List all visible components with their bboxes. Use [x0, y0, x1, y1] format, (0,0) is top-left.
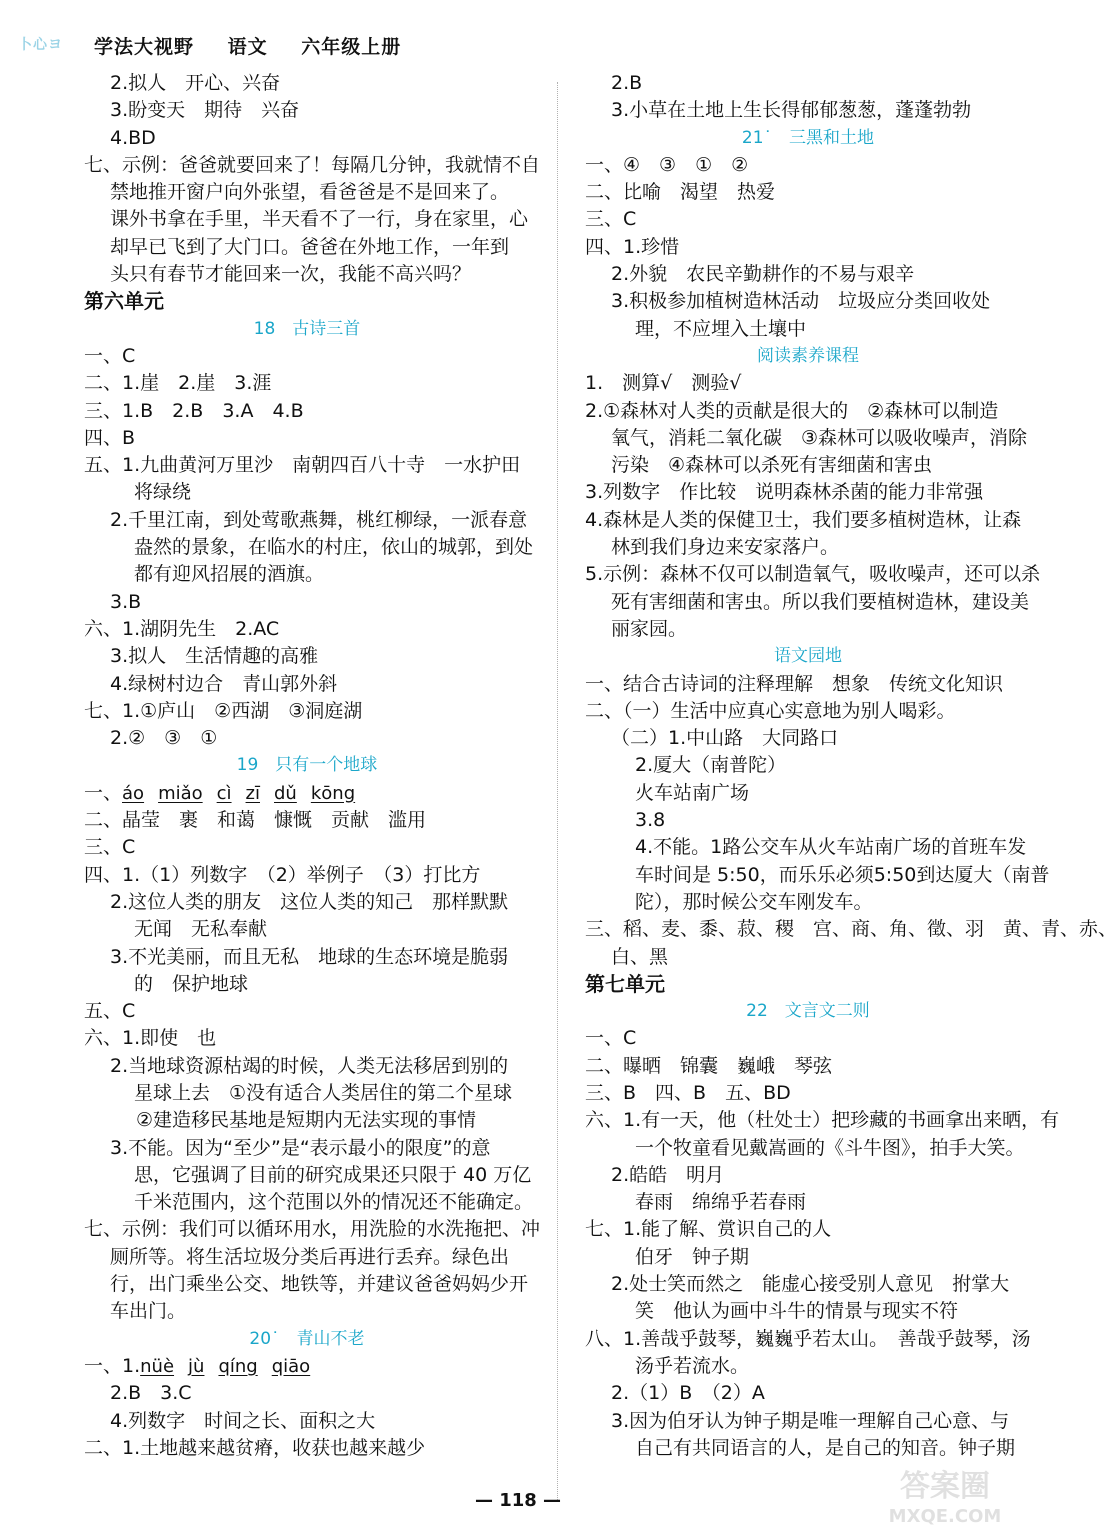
- answer-line: 三、C: [585, 208, 637, 231]
- answer-line: 2.外貌 农民辛勤耕作的不易与艰辛: [611, 263, 915, 286]
- lesson-heading: 22 文言文二则: [746, 1001, 870, 1022]
- answer-line: 二、（一）生活中应真心实意地为别人喝彩。: [585, 699, 956, 722]
- answer-column-left: [84, 70, 541, 1462]
- column-divider: [557, 82, 559, 1502]
- watermark-text: 答案圈: [900, 1469, 990, 1504]
- answer-line: 一、④ ③ ① ②: [585, 153, 749, 176]
- answer-line: 行，出门乘坐公交、地铁等，并建议爸爸妈妈少开: [110, 1273, 529, 1296]
- answer-line: 2.B: [611, 72, 643, 94]
- answer-line: 2.当地球资源枯竭的时候，人类无法移居到别的: [110, 1054, 509, 1077]
- answer-line: 七、1.能了解、赏识自己的人: [585, 1218, 832, 1241]
- answer-line: 3.B: [110, 590, 142, 613]
- answer-line: 自己有共同语言的人，是自己的知音。钟子期: [635, 1436, 1016, 1459]
- answer-line: 七、示例：爸爸就要回来了！每隔几分钟，我就情不自: [84, 153, 541, 176]
- answer-line: 二、比喻 渴望 热爱: [585, 181, 776, 204]
- answer-line: 2.拟人 开心、兴奋: [110, 72, 281, 94]
- answer-line: 四、1.珍惜: [585, 235, 680, 258]
- answer-line: 都有迎风招展的酒旗。: [134, 563, 325, 586]
- lesson-heading: 18 古诗三首: [253, 318, 361, 339]
- answer-line: 2.处士笑而然之 能虚心接受别人意见 拊掌大: [611, 1273, 1010, 1296]
- answer-line: 七、示例：我们可以循环用水，用洗脸的水洗拖把、冲: [84, 1218, 541, 1241]
- answer-line: 二、晶莹 裹 和蔼 慷慨 贡献 滥用: [84, 809, 427, 832]
- answer-prefix: 一、: [84, 781, 123, 804]
- lesson-heading: 阅读素养课程: [757, 345, 859, 366]
- answer-line: 3.不光美丽，而且无私 地球的生态环境是脆弱: [110, 945, 509, 968]
- pinyin-answer: cì: [216, 782, 232, 804]
- answer-line: 七、1.①庐山 ②西湖 ③洞庭湖: [84, 699, 363, 722]
- grade-name: 六年级上册: [301, 35, 402, 58]
- page-number: — 118 —: [474, 1490, 562, 1511]
- answer-line: 汤乎若流水。: [635, 1354, 750, 1377]
- pinyin-answer: qíng: [218, 1355, 258, 1377]
- answer-line: 3.小草在土地上生长得郁郁葱葱，蓬蓬勃勃: [611, 99, 972, 122]
- book-title: [94, 32, 427, 59]
- answer-line: 4.BD: [110, 126, 156, 149]
- answer-line: 2.B 3.C: [110, 1382, 192, 1405]
- answer-line: 3.列数字 作比较 说明森林杀菌的能力非常强: [585, 481, 984, 504]
- answer-line: 车出门。: [110, 1300, 187, 1323]
- answer-line: 3.积极参加植树造林活动 垃圾应分类回收处: [611, 290, 991, 313]
- answer-line: 一个牧童看见戴嵩画的《斗牛图》，拍手大笑。: [635, 1136, 1025, 1159]
- pinyin-answer: dǔ: [274, 782, 297, 804]
- answer-line: 笑 他认为画中斗牛的情景与现实不符: [635, 1300, 959, 1323]
- answer-line: 污染 ④森林可以杀死有害细菌和害虫: [611, 454, 933, 477]
- answer-line: 二、1.土地越来越贫瘠，收获也越来越少: [84, 1436, 426, 1459]
- answer-line: （二）1.中山路 大同路口: [611, 727, 839, 750]
- answer-line: 4.不能。1路公交车从火车站南广场的首班车发: [635, 836, 1027, 859]
- answer-line: 三、稻、麦、黍、菽、稷 宫、商、角、徵、羽 黄、青、赤、: [585, 918, 1117, 941]
- answer-line: 火车站南广场: [635, 781, 750, 804]
- answer-line: 三、1.B 2.B 3.A 4.B: [84, 399, 304, 422]
- answer-line: 1. 测算√ 测验√: [585, 372, 742, 395]
- answer-line: 春雨 绵绵乎若春雨: [635, 1191, 807, 1214]
- lesson-heading: 语文园地: [774, 646, 842, 667]
- answer-line: 四、B: [84, 426, 136, 449]
- answer-line: 厕所等。将生活垃圾分类后再进行丢弃。绿色出: [110, 1245, 510, 1268]
- answer-line: 三、B 四、B 五、BD: [585, 1081, 791, 1104]
- answer-line: 一、C: [84, 344, 136, 367]
- answer-line: 千米范围内，这个范围以外的情况还不能确定。: [134, 1191, 534, 1214]
- answer-line: 二、曝晒 锦囊 巍峨 琴弦: [585, 1054, 833, 1077]
- answer-line: 盎然的景象，在临水的村庄，依山的城郭，到处: [134, 536, 534, 559]
- answer-line: 2.皓皓 明月: [611, 1163, 725, 1186]
- watermark-url: MXQE.COM: [888, 1506, 1002, 1527]
- page-header: [18, 28, 427, 62]
- answer-line: 六、1.即使 也: [84, 1027, 217, 1050]
- answer-line: 4.森林是人类的保健卫士，我们要多植树造林，让森: [585, 508, 1022, 531]
- answer-line: 理，不应埋入土壤中: [635, 317, 807, 340]
- pinyin-answer: qiāo: [271, 1355, 311, 1377]
- answer-line: [84, 780, 530, 807]
- answer-line: 3.盼变天 期待 兴奋: [110, 99, 300, 122]
- answer-line: [84, 1353, 530, 1380]
- answer-line: 课外书拿在手里，半天看不了一行，身在家里，心: [110, 208, 529, 231]
- answer-line: 3.因为伯牙认为钟子期是唯一理解自己心意、与: [611, 1409, 1010, 1432]
- watermark-logo: [860, 1464, 1030, 1530]
- answer-line: 一、C: [585, 1027, 637, 1050]
- answer-line: 3.8: [635, 809, 666, 832]
- answer-line: 2.这位人类的朋友 这位人类的知己 那样默默: [110, 890, 509, 913]
- answer-line: 死有害细菌和害虫。所以我们要植树造林，建设美: [611, 590, 1030, 613]
- lesson-heading: 19 只有一个地球: [236, 755, 378, 776]
- answer-line: 3.不能。因为“至少”是“表示最小的限度”的意: [110, 1136, 491, 1159]
- answer-line: 2.千里江南，到处莺歌燕舞，桃红柳绿，一派春意: [110, 508, 528, 531]
- answer-line: 白、黑: [611, 945, 669, 968]
- pinyin-answer: áo: [122, 782, 145, 804]
- answer-line: 无闻 无私奉献: [134, 918, 268, 941]
- answer-line: ②建造移民基地是短期内无法实现的事情: [136, 1109, 477, 1132]
- pinyin-answer: jù: [188, 1355, 205, 1377]
- pinyin-answer: zī: [245, 782, 260, 804]
- answer-line: 2.（1）B （2）A: [611, 1382, 765, 1405]
- answer-line: 八、1.善哉乎鼓琴，巍巍乎若太山。 善哉乎鼓琴，汤: [585, 1327, 1031, 1350]
- answer-line: 思，它强调了目前的研究成果还只限于 40 万亿: [134, 1163, 532, 1186]
- answer-line: 六、1.有一天，他（杜处士）把珍藏的书画拿出来晒，有: [585, 1109, 1060, 1132]
- answer-prefix: 一、1.: [84, 1354, 141, 1377]
- book-name: 学法大视野: [94, 35, 195, 58]
- answer-line: 一、结合古诗词的注释理解 想象 传统文化知识: [585, 672, 1004, 695]
- answer-line: 丽家园。: [611, 617, 688, 640]
- answer-line: 车时间是 5:50，而乐乐必须5:50到达厦大（南普: [635, 863, 1050, 886]
- answer-line: 五、C: [84, 1000, 136, 1023]
- answer-line: 5.示例：森林不仅可以制造氧气，吸收噪声，还可以杀: [585, 563, 1041, 586]
- answer-line: 2.② ③ ①: [110, 727, 218, 750]
- answer-line: 2.①森林对人类的贡献是很大的 ②森林可以制造: [585, 399, 999, 422]
- pinyin-answer: miǎo: [158, 782, 203, 804]
- answer-line: 三、C: [84, 836, 136, 859]
- answer-line: 陀），那时候公交车刚发车。: [635, 890, 873, 913]
- pinyin-answer: nüè: [140, 1355, 175, 1377]
- lesson-heading: 21˙ 三黑和土地: [741, 127, 875, 148]
- answer-line: 的 保护地球: [134, 972, 249, 995]
- answer-line: 伯牙 钟子期: [635, 1245, 750, 1268]
- unit-heading: 第七单元: [585, 971, 665, 996]
- subject-name: 语文: [227, 35, 268, 58]
- answer-line: 四、1.（1）列数字 （2）举例子 （3）打比方: [84, 863, 481, 886]
- answer-line: 将绿绕: [134, 481, 192, 504]
- answer-line: 3.拟人 生活情趣的高雅: [110, 645, 319, 668]
- answer-line: 4.绿树村边合 青山郭外斜: [110, 672, 338, 695]
- publisher-logo: 卜心ヨ: [18, 37, 63, 53]
- answer-line: 氧气，消耗二氧化碳 ③森林可以吸收噪声，消除: [611, 426, 1028, 449]
- answer-line: 禁地推开窗户向外张望，看爸爸是不是回来了。: [110, 181, 510, 204]
- pinyin-answer: kōng: [310, 782, 356, 804]
- answer-line: 林到我们身边来安家落户。: [611, 536, 840, 559]
- answer-line: 六、1.湖阴先生 2.AC: [84, 617, 280, 640]
- answer-line: 二、1.崖 2.崖 3.涯: [84, 372, 272, 395]
- answer-line: 2.厦大（南普陀）: [635, 754, 787, 777]
- answer-line: 却早已飞到了大门口。爸爸在外地工作，一年到: [110, 235, 510, 258]
- unit-heading: 第六单元: [84, 289, 164, 314]
- answer-line: 4.列数字 时间之长、面积之大: [110, 1409, 376, 1432]
- lesson-heading: 20˙ 青山不老: [249, 1328, 365, 1349]
- answer-line: 五、1.九曲黄河万里沙 南朝四百八十寺 一水护田: [84, 454, 521, 477]
- answer-column-right: [585, 70, 1117, 1462]
- answer-line: 头只有春节才能回来一次，我能不高兴吗？: [110, 263, 472, 286]
- answer-line: 星球上去 ①没有适合人类居住的第二个星球: [134, 1081, 513, 1104]
